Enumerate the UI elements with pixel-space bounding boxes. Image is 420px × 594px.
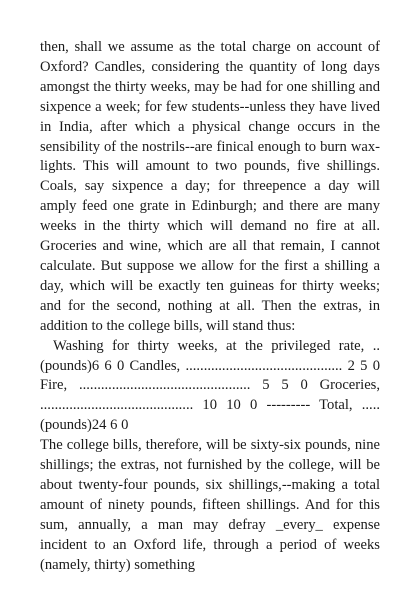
document-page (40, 38, 380, 575)
paragraph-oxford-charges: then, shall we assume as the total charge on account of Oxford? Candles, considering the quantity of long days amongst the thirty weeks, may be had for one shilling and sixpence a week; for few students--unless they have lived in India, after which a physical change occurs in the sensibility of the nostrils--are finical enough to burn wax-lights. This will amount to two pounds, five shillings. Coals, say sixpence a day; for threepence a day will amply feed one grate in Edinburgh; and there are many weeks in the thirty which will demand no fire at all. Groceries and wine, which are all that remain, I cannot calculate. But suppose we allow for the first a shilling a day, which will be exactly ten guineas for thirty weeks; and for the second, nothing at all. Then the extras, in addition to the college bills, will stand thus: (40, 39, 380, 334)
paragraph-extras-list: Washing for thirty weeks, at the privileged rate, .. (pounds)6 6 0 Candles, ........................................... 2 5 0 Fire, ............................................... 5 5 0 Groceries, .......................................... 10 10 0 --------- Total, ..... (pounds)24 6 0 (40, 337, 380, 434)
paragraph-college-bills: The college bills, therefore, will be sixty-six pounds, nine shillings; the extras, not furnished by the college, will be about twenty-four pounds, six shillings,--making a total amount of ninety pounds, fifteen shillings. And for this sum, annually, a man may defray _every_ expense incident to an Oxford life, through a period of weeks (namely, thirty) something (40, 437, 380, 573)
